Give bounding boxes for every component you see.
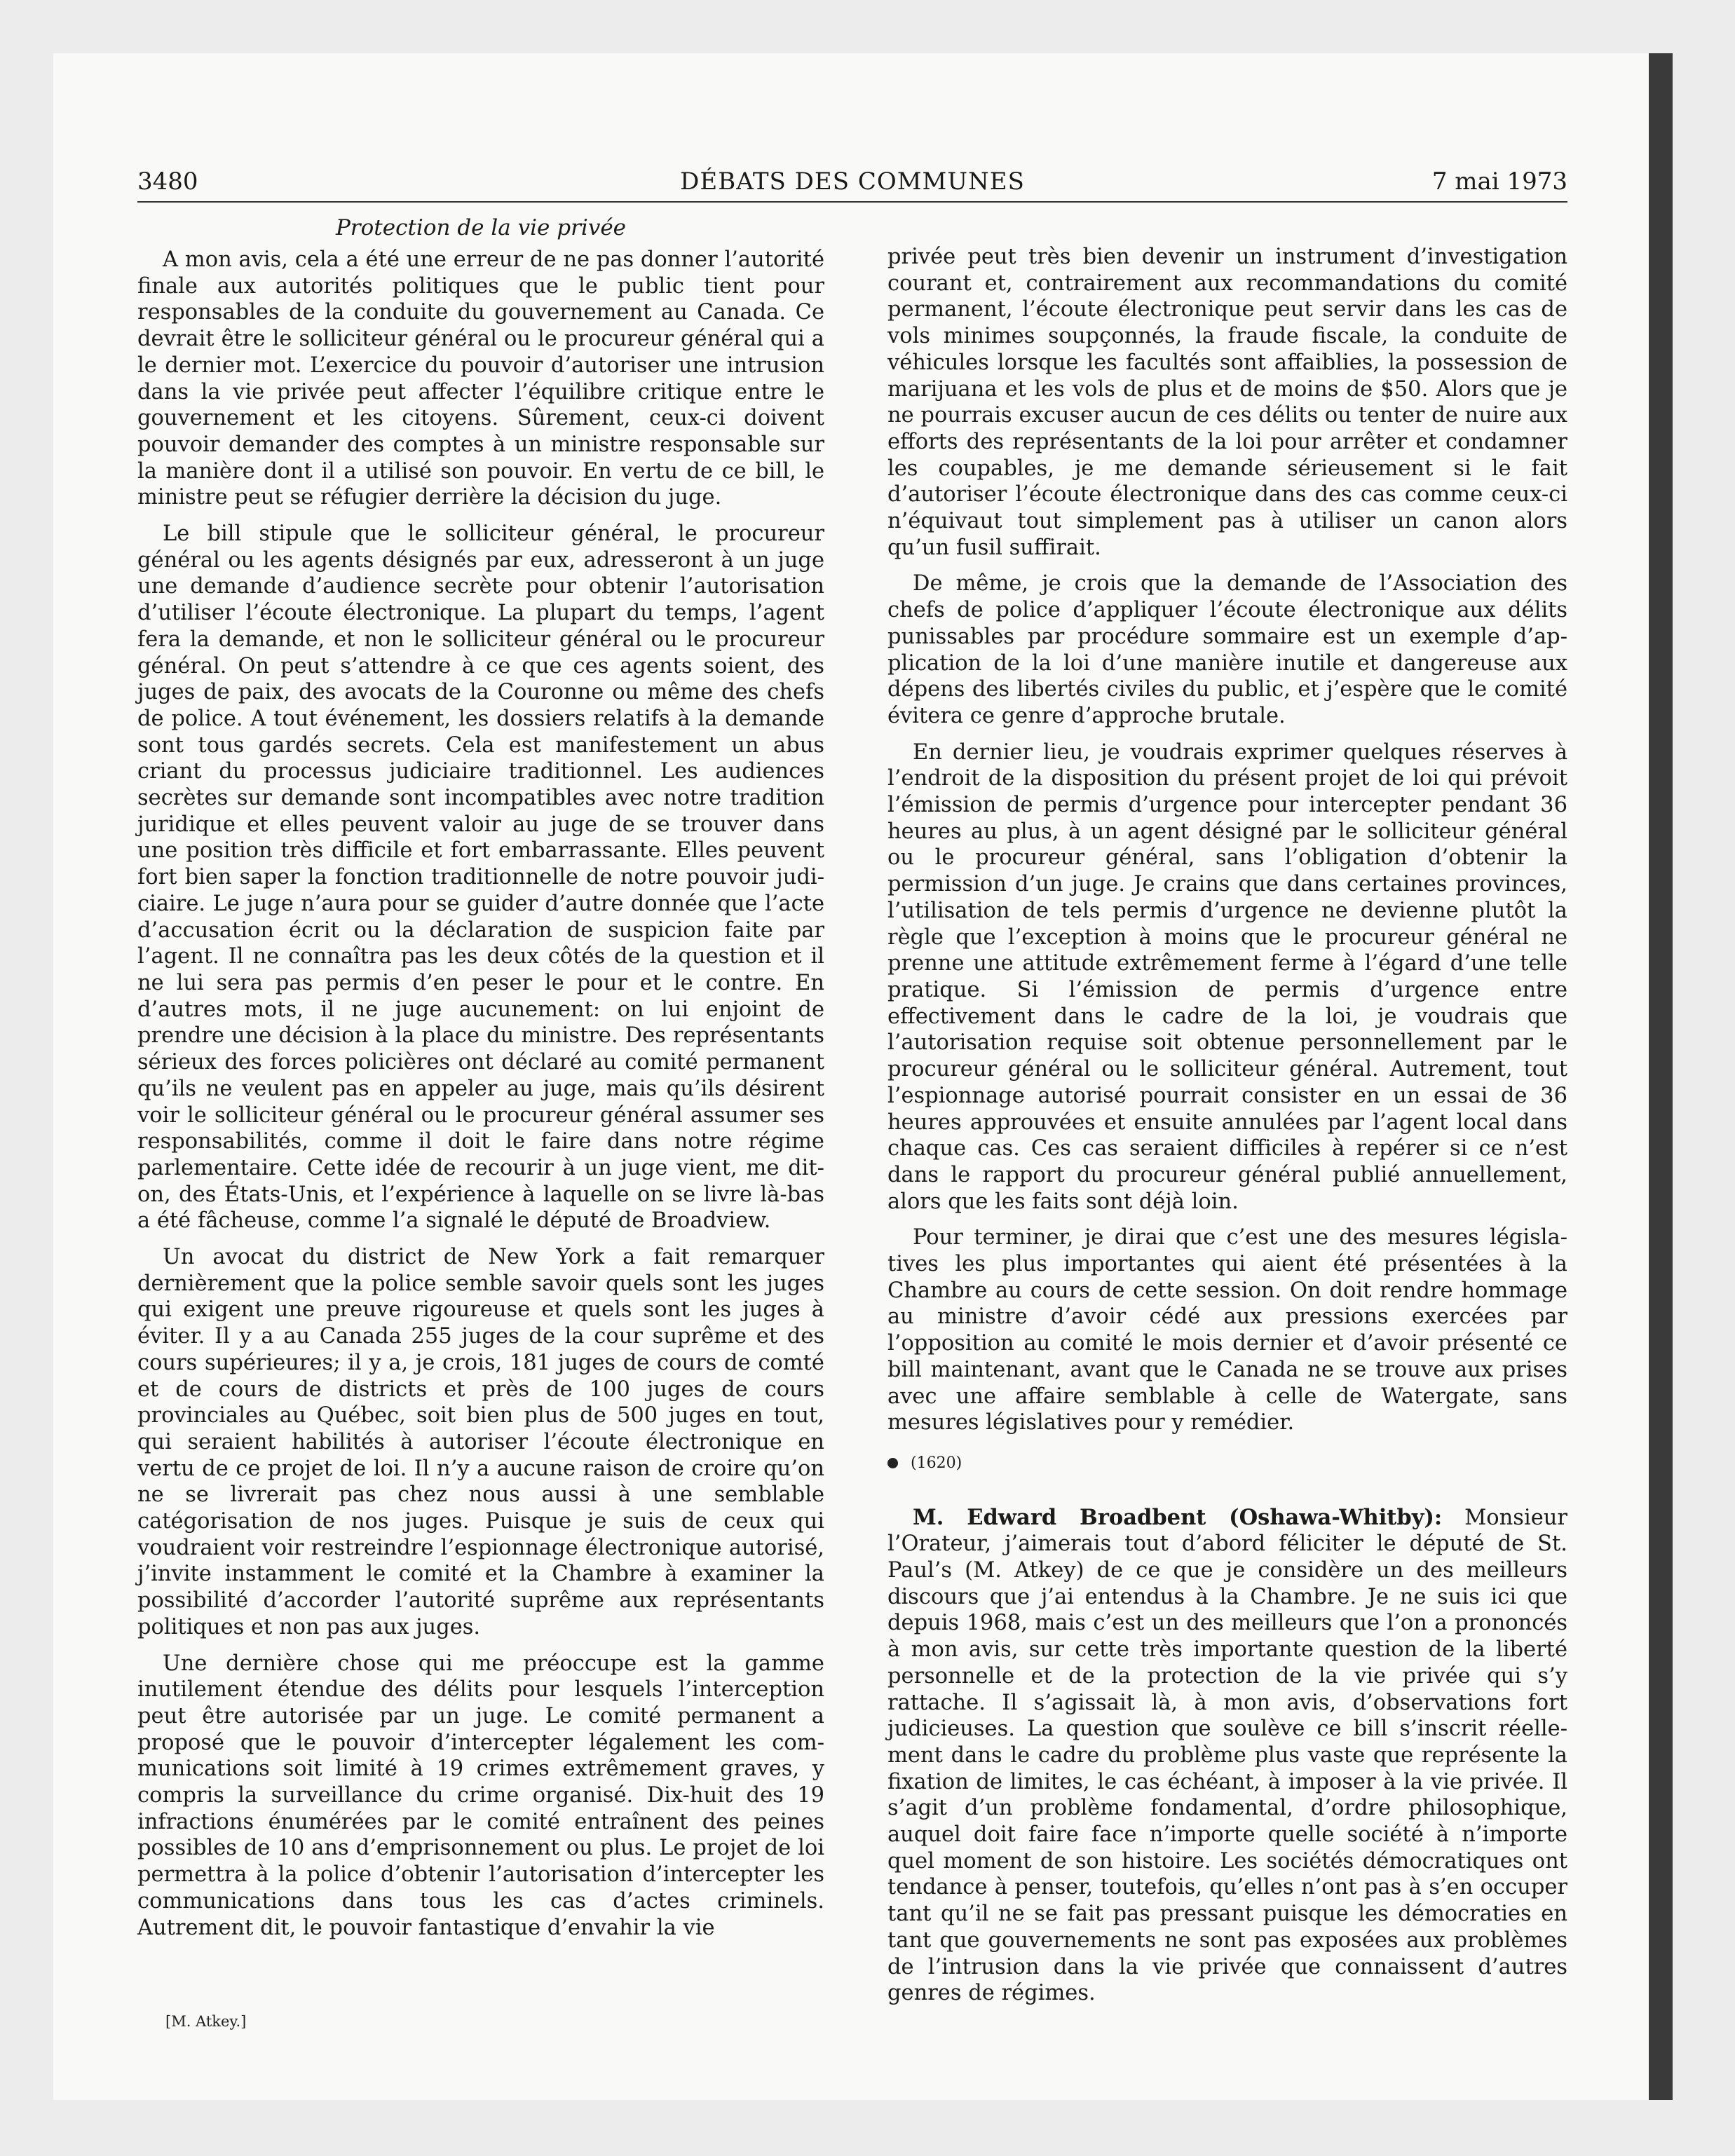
time-marker-text: (1620) [911,1454,962,1472]
left-column [137,213,824,1951]
speaker-paragraph [887,1505,1567,2007]
paragraph: De même, je crois que la demande de l’Association des chefs de police d’appliquer l’écoute électronique aux délits punissables par procédure sommaire est un exemple d’application de la loi d’une manière inutile et dangereuse aux dépens des libertés civiles du public, et j’espère que le comité évitera ce genre d’approche brutale. [887,571,1567,728]
publication-date: 7 mai 1973 [1431,168,1567,196]
speaker-name: M. Edward Broadbent (Oshawa-Whitby): [913,1504,1443,1530]
right-column [887,244,1567,2017]
page-header [137,162,1567,203]
page-binding-edge [1649,53,1673,2100]
time-marker [887,1450,1567,1477]
paragraph: Pour terminer, je dirai que c’est une des mesures législatives les plus importantes qui aient été présentées à la Chambre au cours de cette session. On doit rendre hommage au ministre d’avoir cédé aux pressions exercées par l’opposition au comité le mois dernier et d’avoir présenté ce bill maintenant, avant que le Canada ne se trouve aux prises avec une affaire semblable à celle de Watergate, sans mesures législatives pour y remédier. [887,1225,1567,1435]
paragraph: A mon avis, cela a été une erreur de ne pas donner l’autorité finale aux autorités politiques que le public tient pour responsables de la conduite du gouvernement au Canada. Ce devrait être le solliciteur général ou le procureur général qui a le dernier mot. L’exercice du pouvoir d’autoriser une intrusion dans la vie privée peut affecter l’équilibre critique entre le gouvernement et les citoyens. Sûrement, ceux-ci doivent pouvoir demander des comptes à un ministre responsable sur la manière dont il a utilisé son pouvoir. En vertu de ce bill, le ministre peut se réfugier derrière la décision du juge. [137,247,824,510]
footer-note: [M. Atkey.] [165,2013,247,2030]
paragraph: Un avocat du district de New York a fait remarquer dernièrement que la police semble savoir quels sont les juges qui exigent une preuve rigoureuse et quels sont les juges à éviter. Il y a au Canada 255 juges de la cour suprême et des cours supérieures; il y a, je crois, 181 juges de cours de comté et de cours de districts et près de 100 juges de cours provinciales au Québec, soit bien plus de 500 juges en tout, qui seraient habilités à autoriser l’écoute électronique en vertu de ce projet de loi. Il n’y a aucune raison de croire qu’on ne se livrerait pas chez nous aussi à une semblable catégorisation de nos juges. Puisque je suis de ceux qui voudraient voir restreindre l’espionnage électronique autorisé, j’invite instamment le comité et la Chambre à examiner la possibilité d’accorder l’autorité suprême aux représentants politiques et non pas aux juges. [137,1245,824,1639]
speaker-text: Monsieur l’Orateur, j’aimerais tout d’abord féliciter le député de St. Paul’s (M. Atkey) de ce que je considère un des meilleurs discours que j’ai entendus à la Chambre. Je ne suis ici que depuis 1968, mais c’est un des meilleurs que l’on a prononcés à mon avis, sur cette très importante question de la liberté personnelle et de la protection de la vie privée qui s’y rattache. Il s’agissait là, à mon avis, d’observations fort judicieuses. La question que soulève ce bill s’inscrit réellement dans le cadre du problème plus vaste que représente la fixation de limites, le cas échéant, à imposer à la vie privée. Il s’agit d’un problème fondamental, d’ordre philosophique, auquel doit faire face n’importe quelle société à n’importe quel moment de son histoire. Les sociétés démocratiques ont tendance à penser, toutefois, qu’elles n’ont pas à s’en occuper tant qu’il ne se fait pas pressant puisque les démocraties en tant que gouvernements ne sont pas exposées aux problèmes de l’intrusion dans la vie privée que connaissent d’autres genres de régimes. [887,1505,1567,2006]
paragraph: privée peut très bien devenir un instrument d’investigation courant et, contrairement aux recommandations du comité permanent, l’écoute électronique peut servir dans les cas de vols minimes soupçonnés, la fraude fiscale, la conduite de véhicules lorsque les facultés sont affaiblies, la possession de marijuana et les vols de plus et de moins de $50. Alors que je ne pourrais excuser aucun de ces délits ou tenter de nuire aux efforts des représentants de la loi pour arrêter et condamner les coupables, je me demande sérieusement si le fait d’autoriser l’écoute électronique dans des cas comme ceux-ci n’équivaut tout simplement pas à utiliser un canon alors qu’un fusil suffirait. [887,245,1567,560]
page-number: 3480 [137,168,198,196]
scanned-page [53,53,1673,2100]
paragraph: Le bill stipule que le solliciteur général, le procureur général ou les agents désignés par eux, adresseront à un juge une demande d’audience secrète pour obtenir l’autorisation d’utiliser l’écoute électronique. La plupart du temps, l’agent fera la demande, et non le solliciteur général ou le procureur général. On peut s’attendre à ce que ces agents soient, des juges de paix, des avocats de la Couronne ou même des chefs de police. A tout événement, les dossiers relatifs à la demande sont tous gardés secrets. Cela est manifestement un abus criant du processus judiciaire traditionnel. Les audiences secrètes sur demande sont incompatibles avec notre tradition juridique et elles peuvent valoir au juge de se trouver dans une position très difficile et fort embarrassante. Elles peuvent fort bien saper la fonction traditionnelle de notre pouvoir judiciaire. Le juge n’aura pour se guider d’autre donnée que l’acte d’accusation écrit ou la déclaration de suspicion faite par l’agent. Il ne connaîtra pas les deux côtés de la question et il ne lui sera pas permis d’en peser le pour et le contre. En d’autres mots, il ne juge aucunement: on lui enjoint de prendre une décision à la place du ministre. Des représentants sérieux des forces policières ont déclaré au comité permanent qu’ils ne veulent pas en appeler au juge, mais qu’ils désirent voir le solliciteur général ou le procureur général assumer ses responsabilités, comme il doit le faire dans notre régime parlementaire. Cette idée de recourir à un juge vient, me dit-on, des États-Unis, et l’expérience à laquelle on se livre là-bas a été fâcheuse, comme l’a signalé le député de Broadview. [137,521,824,1234]
bullet-icon [887,1458,898,1468]
section-title: Protection de la vie privée [335,215,627,240]
paragraph: En dernier lieu, je voudrais exprimer quelques réserves à l’endroit de la disposition du présent projet de loi qui prévoit l’émission de permis d’urgence pour intercepter pendant 36 heures au plus, à un agent désigné par le solliciteur général ou le procureur général, sans l’obligation d’obtenir la permission d’un juge. Je crains que dans certaines provinces, l’utilisation de tels permis d’urgence ne devienne plutôt la règle que l’exception à moins que le procureur général ne prenne une attitude extrêmement ferme à l’égard d’une telle pratique. Si l’émission de permis d’urgence entre effectivement dans le cadre de la loi, je voudrais que l’autorisation requise soit obtenue personnellement par le procureur général ou le solliciteur général. Autrement, tout l’espionnage autorisé pourrait consister en un essai de 36 heures approuvées et ensuite annulées par l’agent local dans chaque cas. Ces cas seraient difficiles à repérer si ce n’est dans le rapport du procureur général publié annuellement, alors que les faits sont déjà loin. [887,739,1567,1214]
paragraph: Une dernière chose qui me préoccupe est la gamme inutilement étendue des délits pour lesquels l’interception peut être autorisée par un juge. Le comité permanent a proposé que le pouvoir d’intercepter légalement les communications soit limité à 19 crimes extrêmement graves, y compris la surveillance du crime organisé. Dix-huit des 19 infractions énumérées par le comité entraînent des peines possibles de 10 ans d’emprisonnement ou plus. Le projet de loi permettra à la police d’obtenir l’autorisation d’intercepter les communications dans tous les cas d’actes criminels. Autrement dit, le pouvoir fantastique d’envahir la vie [137,1651,824,1940]
publication-title: DÉBATS DES COMMUNES [680,168,1025,196]
